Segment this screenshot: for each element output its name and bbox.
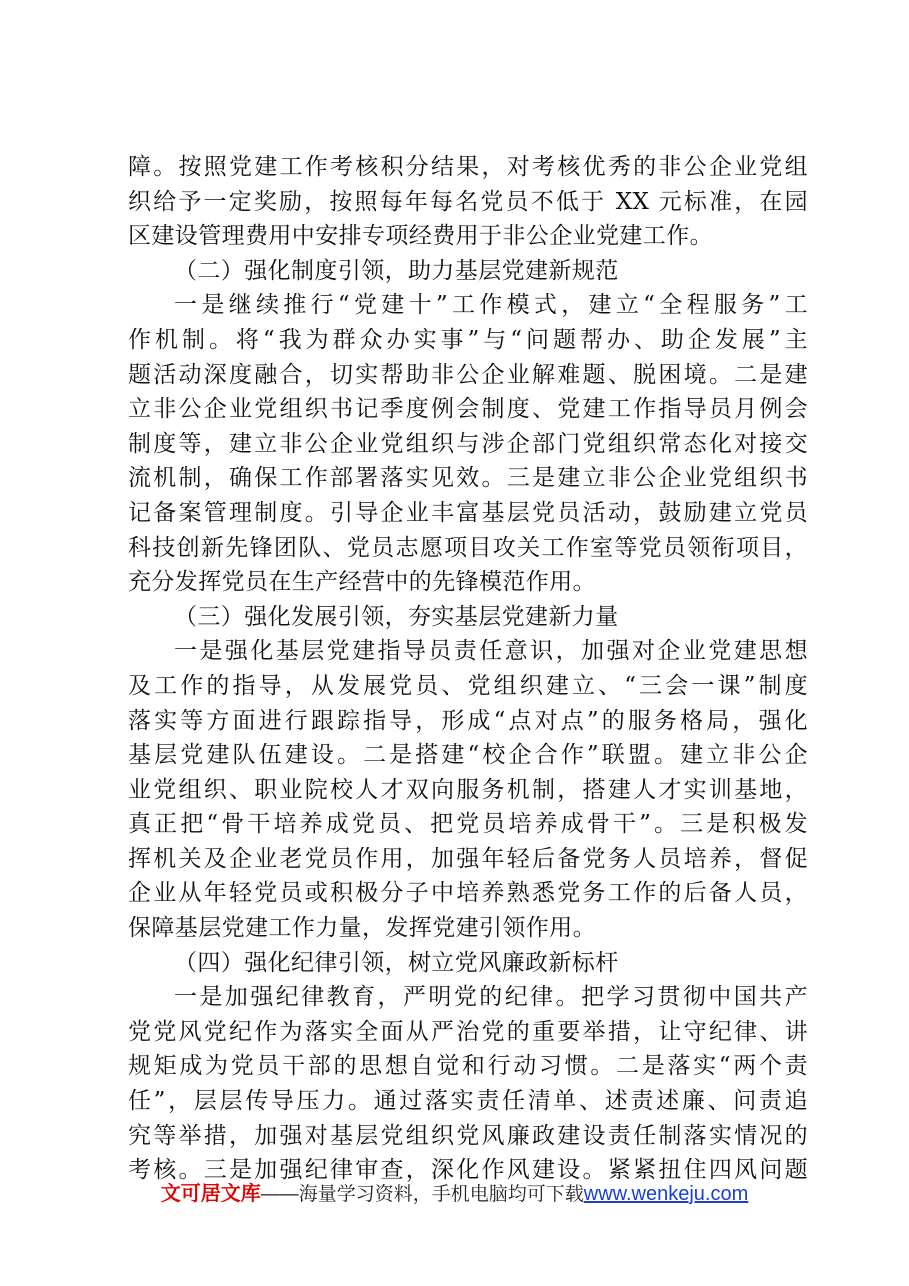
paragraph-line: 科技创新先锋团队、党员志愿项目攻关工作室等党员领衔项目， <box>128 534 808 561</box>
paragraph-line: 织给予一定奖励，按照每年每名党员不低于 XX 元标准，在园 <box>128 188 808 215</box>
paragraph-line: 党党风党纪作为落实全面从严治党的重要举措，让守纪律、讲 <box>128 1018 808 1045</box>
paragraph-line: 业党组织、职业院校人才双向服务机制，搭建人才实训基地， <box>128 776 808 803</box>
body-text <box>128 150 808 1188</box>
paragraph-line: 障。按照党建工作考核积分结果，对考核优秀的非公企业党组 <box>128 154 808 180</box>
paragraph-line: 充分发挥党员在生产经营中的先锋模范作用。 <box>128 569 596 596</box>
paragraph-line: 挥机关及企业老党员作用，加强年轻后备党务人员培养，督促 <box>128 845 808 872</box>
paragraph-line: 一是加强纪律教育，严明党的纪律。把学习贯彻中国共产 <box>174 984 808 1011</box>
brand-name: 文可居文库 <box>160 1183 261 1205</box>
footer-banner <box>0 1180 909 1209</box>
website-link[interactable]: www.wenkeju.com <box>583 1183 749 1205</box>
section-heading: （三）强化发展引领，夯实基层党建新力量 <box>174 603 619 630</box>
section-heading: （四）强化纪律引领，树立党风廉政新标杆 <box>174 949 619 976</box>
paragraph-line: 制度等，建立非公企业党组织与涉企部门党组织常态化对接交 <box>128 430 808 457</box>
section-heading: （二）强化制度引领，助力基层党建新规范 <box>174 257 619 284</box>
paragraph-line: 及工作的指导，从发展党员、党组织建立、“三会一课”制度 <box>128 672 808 699</box>
paragraph-line: 任”，层层传导压力。通过落实责任清单、述责述廉、问责追 <box>128 1088 808 1115</box>
paragraph-line: 落实等方面进行跟踪指导，形成“点对点”的服务格局，强化 <box>128 707 808 734</box>
paragraph-line: 基层党建队伍建设。二是搭建“校企合作”联盟。建立非公企 <box>128 742 808 769</box>
paragraph-line: 保障基层党建工作力量，发挥党建引领作用。 <box>128 915 596 942</box>
paragraph-line: 题活动深度融合，切实帮助非公企业解难题、脱困境。二是建 <box>128 361 808 388</box>
paragraph-line: 作机制。将“我为群众办实事”与“问题帮办、助企发展”主 <box>128 326 808 353</box>
paragraph-line: 记备案管理制度。引导企业丰富基层党员活动，鼓励建立党员 <box>128 499 808 526</box>
footer-slogan: ——海量学习资料，手机电脑均可下载 <box>260 1184 584 1205</box>
paragraph-line: 流机制，确保工作部署落实见效。三是建立非公企业党组织书 <box>128 465 808 492</box>
paragraph-line: 区建设管理费用中安排专项经费用于非公企业党建工作。 <box>128 223 713 250</box>
paragraph-line: 立非公企业党组织书记季度例会制度、党建工作指导员月例会 <box>128 396 808 423</box>
paragraph-line: 一是继续推行“党建十”工作模式，建立“全程服务”工 <box>174 292 808 319</box>
paragraph-line: 企业从年轻党员或积极分子中培养熟悉党务工作的后备人员， <box>128 880 808 907</box>
paragraph-line: 规矩成为党员干部的思想自觉和行动习惯。二是落实“两个责 <box>128 1053 808 1080</box>
paragraph-line: 真正把“骨干培养成党员、把党员培养成骨干”。三是积极发 <box>128 811 808 838</box>
paragraph-line: 考核。三是加强纪律审查，深化作风建设。紧紧扭住四风问题 <box>128 1157 808 1184</box>
paragraph-line: 究等举措，加强对基层党组织党风廉政建设责任制落实情况的 <box>128 1122 808 1149</box>
paragraph-line: 一是强化基层党建指导员责任意识，加强对企业党建思想 <box>174 638 808 665</box>
